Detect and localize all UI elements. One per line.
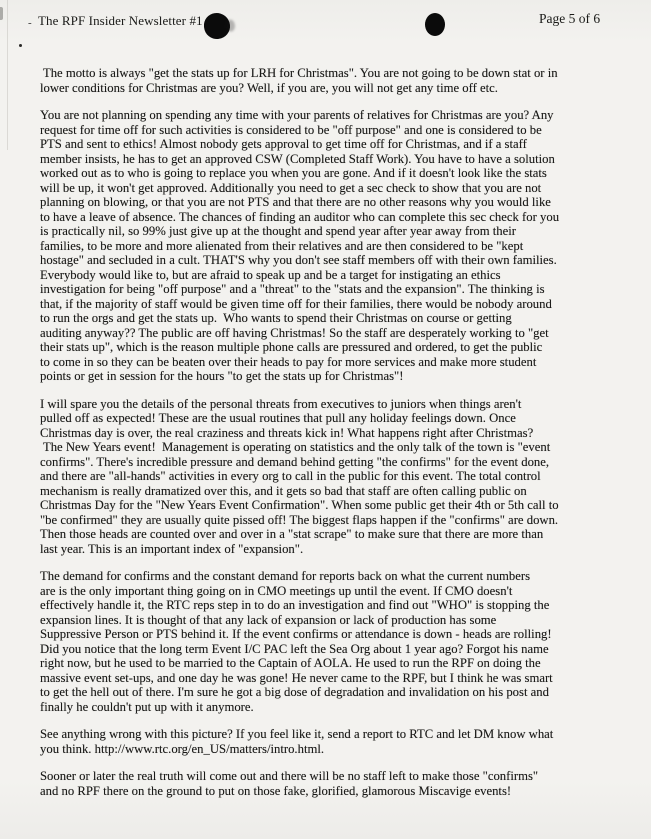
text-line: PTS and sent to ethics! Almost nobody gets approval to get time off for Christmas, and if a staff [40, 137, 527, 151]
text-line: Sooner or later the real truth will come out and there will be no staff left to make those "confirms" [40, 769, 539, 783]
text-line: hostage" and secluded in a cult. THAT'S why you don't see staff members off with their own families. [40, 253, 557, 267]
text-line: I will spare you the details of the personal threats from executives to juniors when things aren't [40, 396, 522, 411]
paragraph [40, 769, 644, 798]
text-line: are is the only important thing going on in CMO meetings up until the event. If CMO doesn't [40, 583, 513, 598]
text-line: expansion lines. It is thought of that any lack of expansion or lack of production has some [40, 612, 497, 627]
text-line: last year. This is an important index of "expansion". [40, 541, 304, 556]
text-line: Did you notice that the long term Event I/C PAC left the Sea Org about 1 year ago? Forgot his name [40, 641, 549, 656]
scan-corner-mark [0, 7, 3, 20]
text-line: will be up, it won't get approved. Additionally you need to get a sec check to show that you are not [40, 180, 542, 195]
paragraph [40, 727, 644, 756]
text-line: request for time off for such activities is considered to be "off purpose" and one is considered to be [40, 122, 542, 137]
text-line: Everybody would like to, but are afraid to speak up and be a target for instigating an ethics [40, 267, 501, 282]
header-dash-mark: - [28, 17, 32, 29]
text-line: pulled off as expected! These are the usual routines that pull any holiday feelings down. Once [40, 411, 516, 425]
hole-punch-mark-2 [425, 13, 445, 36]
text-line: points or get in session for the hours "to get the stats up for Christmas"! [40, 369, 404, 383]
text-line: The motto is always "get the stats up for LRH for Christmas". You are not going to be down stat or in [40, 66, 558, 80]
text-line: member insists, he has to get an approved CSW (Completed Staff Work). You have to have a solution [40, 151, 555, 166]
text-line: their stats up", which is the reason multiple phone calls are pressured and ordered, to get the public [40, 340, 543, 354]
text-line: The demand for confirms and the constant demand for reports back on what the current numbers [40, 569, 531, 583]
text-line: to get the hell out of there. I'm sure he got a big dose of degradation and invalidation on his post and [40, 685, 549, 699]
text-line: effectively handle it, the RTC reps step in to do an investigation and find out "WHO" is stopping the [40, 598, 550, 612]
text-line: and no RPF there on the ground to put on those fake, glorified, glamorous Miscavige events! [40, 783, 512, 798]
text-line: planning on blowing, or that you are not PTS and that there are no other reasons why you would like [40, 195, 551, 209]
document-body [40, 66, 644, 811]
text-line: massive event set-ups, and one day he was gone! He never came to the RPF, but I think he was smart [40, 670, 553, 685]
text-line: "be confirmed" they are usually quite pissed off! The biggest flaps happen if the "confirms" are down. [40, 512, 559, 527]
text-line: is practically nil, so 99% just give up at the thought and spend year after year away from their [40, 224, 516, 238]
hole-punch-mark-1 [203, 12, 232, 41]
text-line: Christmas day is over, the real craziness and threats kick in! What happens right after Christmas? [40, 425, 534, 440]
newsletter-title: The RPF Insider Newsletter #1 [38, 13, 203, 28]
text-line: worked out as to who is going to replace you when you are gone. And if it doesn't look like the stats [40, 166, 547, 180]
text-line: auditing anyway?? The public are off having Christmas! So the staff are desperately working to "get [40, 325, 549, 340]
text-line: to come in so they can be beaten over their heads to pay for more services and make more student [40, 354, 537, 369]
text-line: and there are "all-hands" activities in every org to call in the public for this event. The total control [40, 469, 541, 483]
text-line: finally he couldn't put up with it anymore. [40, 699, 254, 714]
text-line: The New Years event! Management is operating on statistics and the only talk of the town is "event [40, 440, 551, 454]
paragraph [40, 569, 644, 714]
text-line: families, to be more and more alienated from their relatives and are then considered to be "kept [40, 238, 524, 253]
paragraph [40, 66, 644, 95]
paragraph [40, 397, 644, 557]
stray-ink-dot [19, 44, 22, 47]
text-line: You are not planning on spending any time with your parents of relatives for Christmas are you? Any [40, 108, 554, 122]
text-line: Christmas Day for the "New Years Event Confirmation". When some public get their 4th or 5th call to [40, 498, 559, 512]
text-line: See anything wrong with this picture? If you feel like it, send a report to RTC and let DM know what [40, 727, 554, 741]
page-number-label: Page 5 of 6 [539, 11, 601, 26]
text-line: Then those heads are counted over and over in a "stat scrape" to make sure that there are more than [40, 527, 544, 541]
text-line: that, if the majority of staff would be given time off for their families, there would be nobody around [40, 296, 552, 311]
text-line: mechanism is really dramatized over this, and it gets so bad that staff are often calling public on [40, 483, 527, 498]
text-line: Suppressive Person or PTS behind it. If the event confirms or attendance is down - heads are rolling! [40, 627, 552, 641]
text-line: confirms". There's incredible pressure and demand behind getting "the confirms" for the event done, [40, 454, 550, 469]
text-line: lower conditions for Christmas are you? Well, if you are, you will not get any time off etc. [40, 80, 498, 95]
text-line: right now, but he used to be married to the Captain of AOLA. He used to run the RPF on doing the [40, 656, 541, 670]
paragraph [40, 108, 644, 384]
text-line: to have a leave of absence. The chances of finding an auditor who can complete this sec check for you [40, 209, 560, 224]
text-line: you think. http://www.rtc.org/en_US/matters/intro.html. [40, 741, 325, 756]
scan-edge-line [7, 0, 8, 150]
text-line: investigation for being "off purpose" and a "threat" to the "stats and the expansion". The thinking is [40, 282, 545, 296]
text-line: to run the orgs and get the stats up. Who wants to spend their Christmas on course or getting [40, 311, 512, 325]
